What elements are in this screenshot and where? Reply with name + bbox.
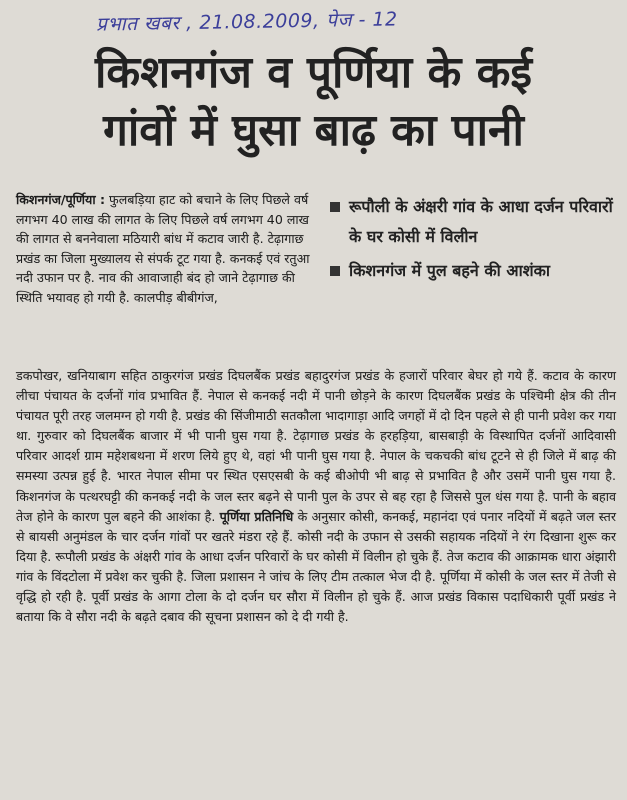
- highlight-item: [330, 256, 620, 286]
- highlight-text: रूपौली के अंक्षरी गांव के आधा दर्जन परिवारों के घर कोसी में विलीन: [349, 197, 613, 246]
- article-body: [16, 366, 616, 627]
- highlight-text: किशनगंज में पुल बहने की आशंका: [349, 261, 551, 280]
- intro-paragraph: [16, 190, 321, 308]
- body-text-part-2: के अनुसार कोसी, कनकई, महानंदा एवं पनार नदियों में बढ़ते जल स्तर से बायसी अनुमंडल के चार दर्जन गांवों पर खतरे मंडरा रहे हैं. कोसी नदी के उफान से उसकी सहायक नदियों ने रंग दिखाना शुरू कर दिया है. रूपौली प्रखंड के अंक्षरी गांव के आधा दर्जन परिवारों के घर कोसी में विलीन हो चुके हैं. तेज कटाव की आक्रामक धारा अंझारी गांव के विंदटोला में प्रवेश कर चुकी है. जिला प्रशासन ने जांच के लिए टीम तत्काल भेज दी है. पूर्णिया में कोसी के जल स्तर में तेजी से वृद्धि हो रही है. पूर्वी प्रखंड के आगा टोला के दो दर्जन घर सौरा में विलीन हो चुके हैं. आज प्रखंड विकास पदाधिकारी पूर्वी प्रखंड ने बताया कि वे सौरा नदी के बढ़ते दबाव की सूचना प्रशासन को दे दी गयी है.: [16, 508, 616, 625]
- headline-line-2: गांवों में घुसा बाढ़ का पानी: [103, 105, 524, 156]
- square-bullet-icon: [330, 202, 340, 212]
- headline: [0, 44, 627, 160]
- dateline: किशनगंज/पूर्णिया :: [16, 192, 106, 207]
- body-text-part-1: डकपोखर, खनियाबाग सहित ठाकुरगंज प्रखंड दिघलबैंक प्रखंड बहादुरगंज प्रखंड के हजारों परिवार बेघर हो गये हैं. कटाव के कारण लीचा पंचायत के दर्जनों गांव प्रभावित हैं. नेपाल से कनकई नदी में पानी छोड़ने के कारण दिघलबैंक प्रखंड के पश्चिमी क्षेत्र की तीन पंचायत पूरी तरह जलमग्न हो गयी है. प्रखंड की सिंजीमाठी सतकौला भादागाड़ा आदि जगहों में दो दिन पहले से ही पानी प्रवेश कर गया था. गुरुवार को दिघलबैंक बाजार में भी पानी घुस गया है. टेढ़ागाछ प्रखंड के हरहड़िया, बासबाड़ी के विस्थापित दर्जनों आदिवासी परिवार आदर्श ग्राम महेशबथना में शरण लिये हुए थे, वहां भी पानी घुस गया है. नेपाल के चकचकी बांध टूटने से ही जिले में बाढ़ की समस्या उत्पन्न हुई है. भारत नेपाल सीमा पर स्थित एसएसबी के कई बीओपी भी बाढ़ से प्रभावित है और उसमें पानी घुस गया है. किशनगंज के पत्थरघट्टी की कनकई नदी के जल स्तर बढ़ने से पानी पुल के उपर से बह रहा है जिससे पुल धंस गया है. पानी के बहाव तेज होने के कारण पुल बहने की आशंका है.: [16, 368, 616, 524]
- handwritten-source-note: प्रभात खबर , 21.08.2009, पेज - 12: [95, 8, 398, 36]
- highlight-item: [330, 192, 620, 252]
- intro-text: फुलबड़िया हाट को बचाने के लिए पिछले वर्ष लगभग 40 लाख की लागत के लिए पिछले वर्ष लगभग 40 लाख की लागत से बननेवाला मठियारी बांध में कटाव जारी है. टेढ़ागाछ प्रखंड का जिला मुख्यालय से संपर्क टूट गया है. कनकई एवं रतुआ नदी उफान पर है. नाव की आवाजाही बंद हो जाने टेढ़ागाछ की स्थिति भयावह हो गयी है. कालपीड़ बीबीगंज,: [16, 192, 310, 305]
- square-bullet-icon: [330, 266, 340, 276]
- highlight-box: [330, 192, 620, 290]
- headline-line-1: किशनगंज व पूर्णिया के कई: [95, 47, 532, 98]
- byline: पूर्णिया प्रतिनिधि: [219, 508, 294, 524]
